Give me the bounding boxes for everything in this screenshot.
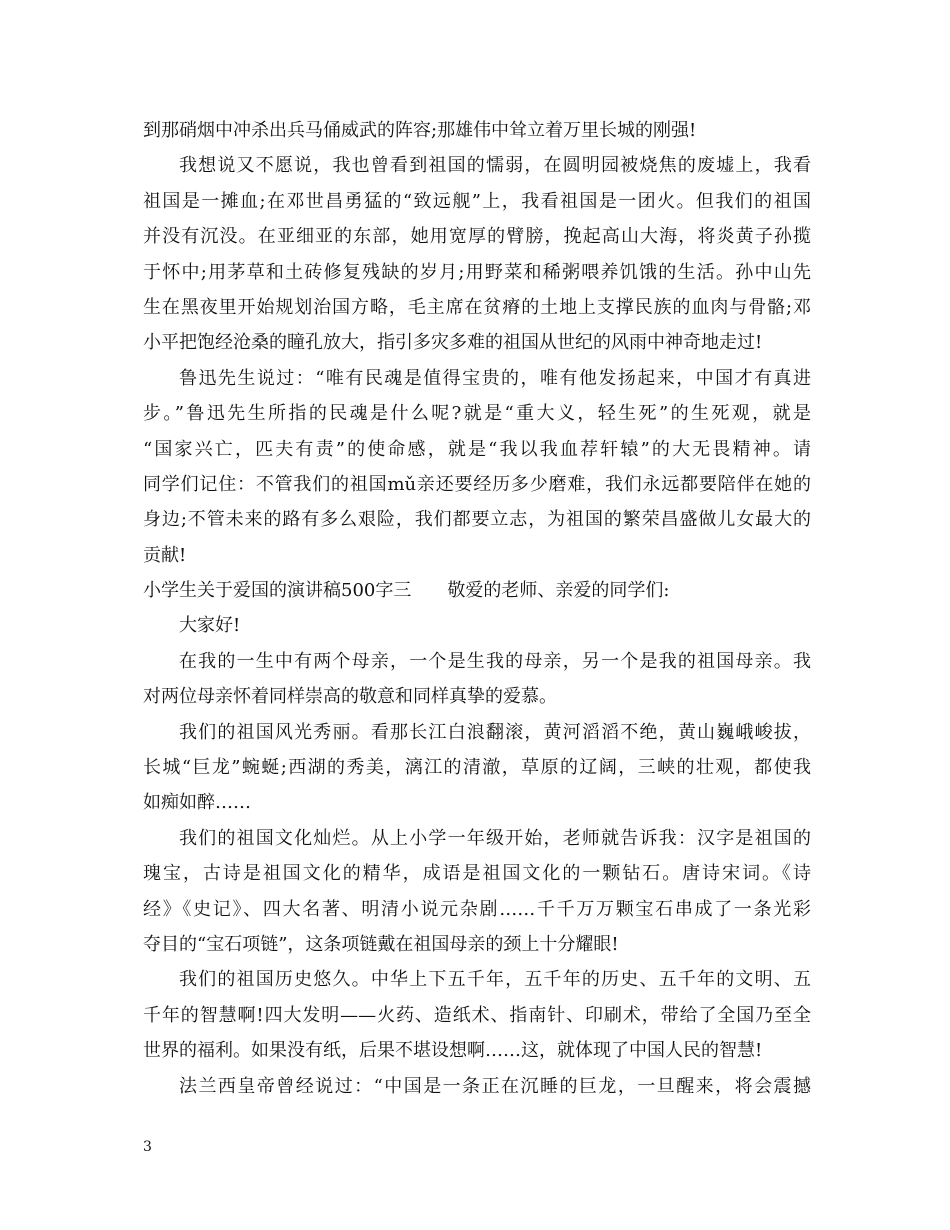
text-line: 并没有沉没。在亚细亚的东部，她用宽厚的臂膀，挽起高山大海，将炎黄子孙揽	[143, 226, 811, 248]
text-line: 经》《史记》、四大名著、明清小说元杂剧……千千万万颗宝石串成了一条光彩	[143, 898, 811, 920]
text-line: 我们的祖国历史悠久。中华上下五千年，五千年的历史、五千年的文明、五	[179, 969, 811, 991]
text-line: 祖国是一摊血;在邓世昌勇猛的“致远舰”上，我看祖国是一团火。但我们的祖国	[143, 190, 811, 212]
text-line: 小平把饱经沧桑的瞳孔放大，指引多灾多难的祖国从世纪的风雨中神奇地走过!	[143, 332, 763, 354]
text-line: 贡献!	[143, 544, 187, 566]
text-line: 身边;不管未来的路有多么艰险，我们都要立志，为祖国的繁荣昌盛做儿女最大的	[143, 509, 811, 531]
text-line: 同学们记住：不管我们的祖国mǔ亲还要经历多少磨难，我们永远都要陪伴在她的	[143, 473, 811, 495]
page-number: 3	[143, 1139, 152, 1155]
text-line: 步。”鲁迅先生所指的民魂是什么呢?就是“重大义，轻生死”的生死观，就是	[143, 403, 811, 425]
text-line: 鲁迅先生说过：“唯有民魂是值得宝贵的，唯有他发扬起来，中国才有真进	[179, 367, 811, 389]
text-line: 到那硝烟中冲杀出兵马俑威武的阵容;那雄伟中耸立着万里长城的刚强!	[143, 120, 697, 141]
text-line: 我们的祖国风光秀丽。看那长江白浪翻滚，黄河滔滔不绝，黄山巍峨峻拔，	[179, 721, 811, 743]
text-line: 小学生关于爱国的演讲稿500字三 敬爱的老师、亲爱的同学们:	[143, 580, 670, 602]
text-line: 长城“巨龙”蜿蜒;西湖的秀美，漓江的清澈，草原的辽阔，三峡的壮观，都使我	[143, 757, 811, 779]
text-line: 生在黑夜里开始规划治国方略，毛主席在贫瘠的土地上支撑民族的血肉与骨骼;邓	[143, 296, 811, 318]
text-line: 在我的一生中有两个母亲，一个是生我的母亲，另一个是我的祖国母亲。我	[179, 650, 811, 672]
text-line: 我们的祖国文化灿烂。从上小学一年级开始，老师就告诉我：汉字是祖国的	[179, 827, 811, 849]
text-line: 对两位母亲怀着同样崇高的敬意和同样真挚的爱慕。	[143, 686, 557, 708]
text-line: 法兰西皇帝曾经说过：“中国是一条正在沉睡的巨龙，一旦醒来，将会震撼	[179, 1075, 811, 1097]
document-body	[143, 113, 811, 1104]
text-line: 我想说又不愿说，我也曾看到祖国的懦弱，在圆明园被烧焦的废墟上，我看	[179, 155, 811, 177]
text-line: 于怀中;用茅草和土砖修复残缺的岁月;用野菜和稀粥喂养饥饿的生活。孙中山先	[143, 261, 811, 283]
text-line: 瑰宝，古诗是祖国文化的精华，成语是祖国文化的一颗钻石。唐诗宋词。《诗	[143, 863, 811, 885]
text-line: “国家兴亡，匹夫有责”的使命感，就是“我以我血荐轩辕”的大无畏精神。请	[143, 438, 811, 460]
text-line: 如痴如醉……	[143, 792, 251, 814]
text-line: 世界的福利。如果没有纸，后果不堪设想啊……这，就体现了中国人民的智慧!	[143, 1040, 763, 1062]
text-line: 大家好!	[179, 615, 241, 637]
text-line: 夺目的“宝石项链”，这条项链戴在祖国母亲的颈上十分耀眼!	[143, 933, 619, 955]
text-line: 千年的智慧啊!四大发明——火药、造纸术、指南针、印刷术，带给了全国乃至全	[143, 1004, 811, 1026]
